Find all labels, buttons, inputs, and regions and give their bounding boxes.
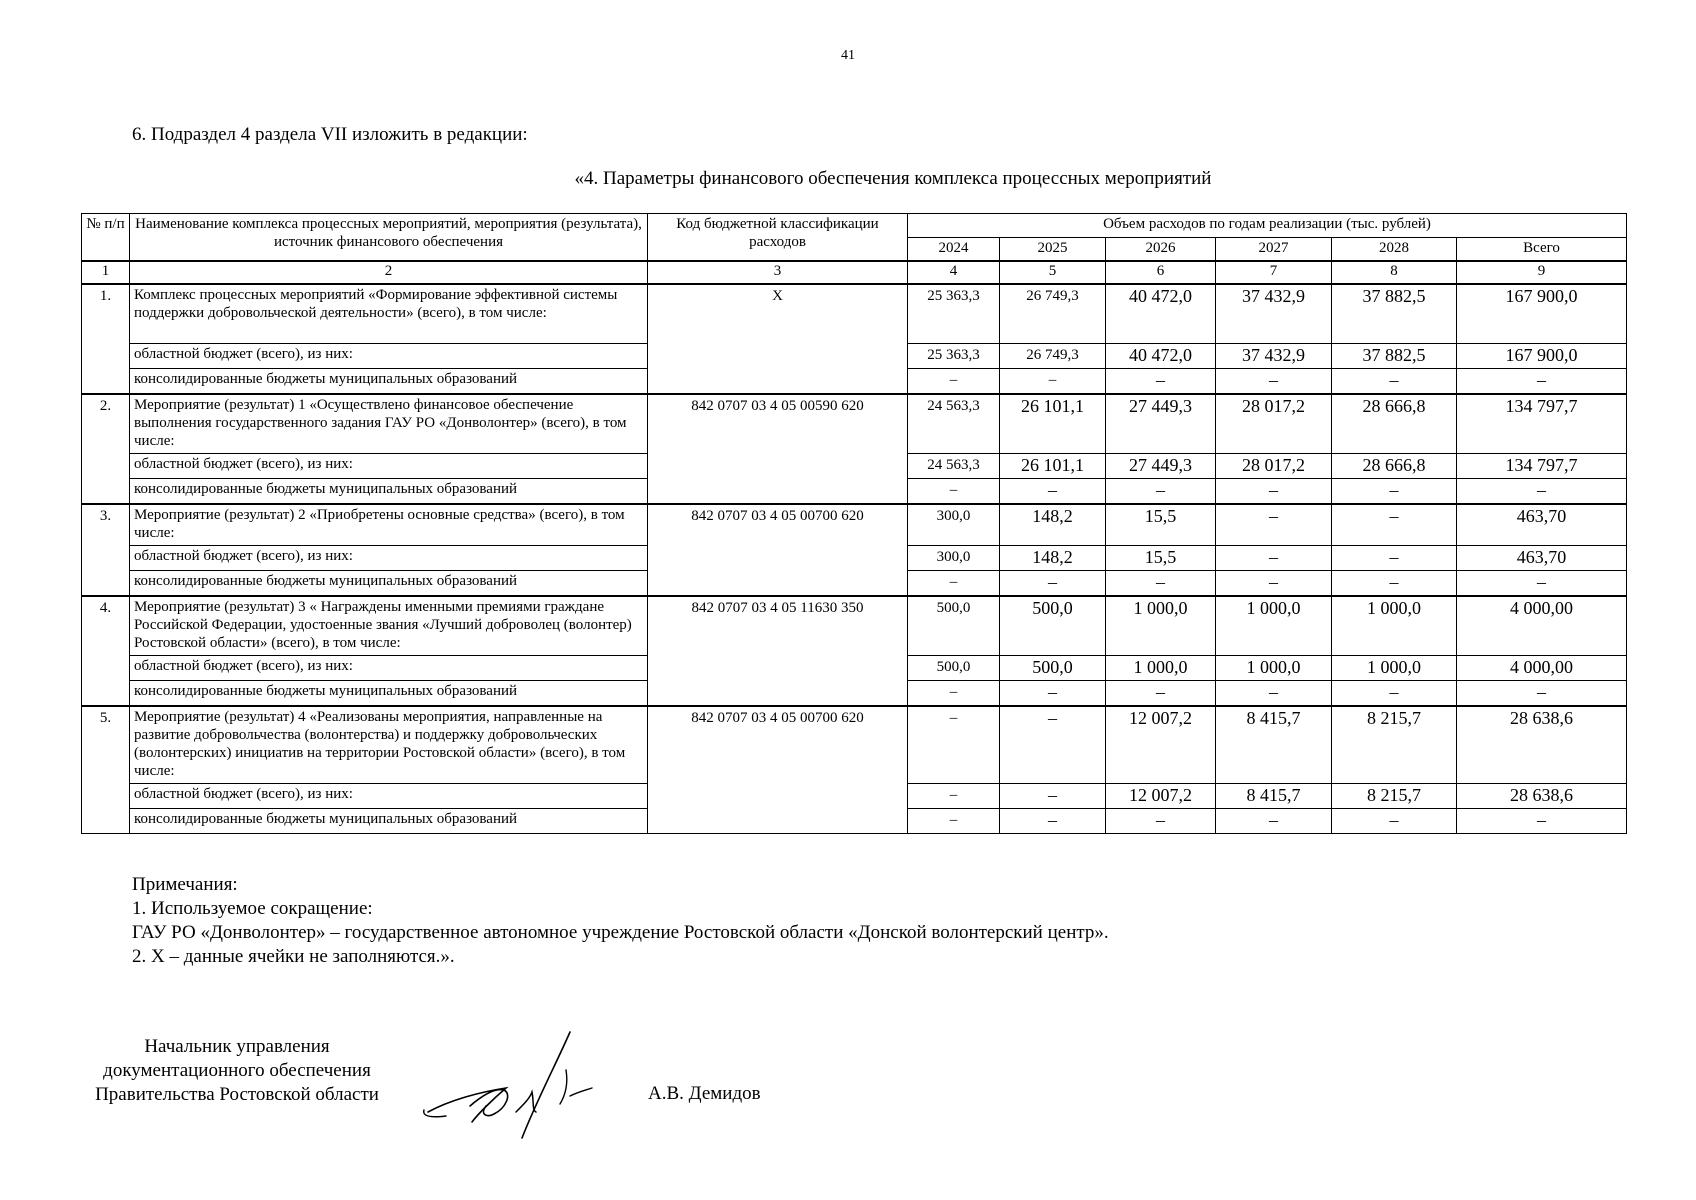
value-cell: – <box>908 571 1000 597</box>
value-cell: 37 432,9 <box>1216 344 1332 369</box>
column-number: 2 <box>130 261 648 284</box>
table-row <box>82 504 1627 546</box>
value-cell: – <box>1216 681 1332 707</box>
value-cell: – <box>1000 706 1106 784</box>
row-name: консолидированные бюджеты муниципальных образований <box>130 809 648 834</box>
page-number: 41 <box>841 48 855 63</box>
value-cell: 463,70 <box>1457 546 1627 571</box>
value-cell: 26 101,1 <box>1000 394 1106 454</box>
value-cell: 148,2 <box>1000 546 1106 571</box>
signatory-title-line: Правительства Ростовской области <box>95 1084 379 1105</box>
signatory-title <box>82 1035 392 1107</box>
value-cell: – <box>1000 479 1106 505</box>
value-cell: 28 666,8 <box>1332 454 1457 479</box>
value-cell: – <box>908 784 1000 809</box>
value-cell: 8 215,7 <box>1332 706 1457 784</box>
value-cell: 148,2 <box>1000 504 1106 546</box>
header-code: Код бюджетной классификации расходов <box>648 214 908 262</box>
budget-code: Х <box>648 284 908 394</box>
value-cell: – <box>1216 809 1332 834</box>
value-cell: – <box>1457 369 1627 395</box>
value-cell: – <box>908 681 1000 707</box>
value-cell: 167 900,0 <box>1457 284 1627 344</box>
value-cell: – <box>1332 504 1457 546</box>
financing-table <box>81 213 1627 834</box>
value-cell: 500,0 <box>1000 656 1106 681</box>
budget-code: 842 0707 03 4 05 00700 620 <box>648 504 908 596</box>
value-cell: – <box>1216 504 1332 546</box>
budget-code: 842 0707 03 4 05 11630 350 <box>648 596 908 706</box>
value-cell: 24 563,3 <box>908 454 1000 479</box>
value-cell: – <box>908 369 1000 395</box>
row-name: областной бюджет (всего), из них: <box>130 344 648 369</box>
value-cell: 37 882,5 <box>1332 344 1457 369</box>
value-cell: 167 900,0 <box>1457 344 1627 369</box>
value-cell: 4 000,00 <box>1457 596 1627 656</box>
header-total: Всего <box>1457 238 1627 262</box>
value-cell: – <box>1000 784 1106 809</box>
table-row <box>82 284 1627 344</box>
header-year: 2025 <box>1000 238 1106 262</box>
value-cell: – <box>1106 479 1216 505</box>
value-cell: 24 563,3 <box>908 394 1000 454</box>
column-number: 9 <box>1457 261 1627 284</box>
row-name: областной бюджет (всего), из них: <box>130 546 648 571</box>
row-number: 4. <box>82 596 130 706</box>
row-name: Мероприятие (результат) 4 «Реализованы мероприятия, направленные на развитие добровольчества (волонтерства) и поддержку добровольческих (волонтерских) инициатив на территории Ростовской области» (всего), в том числе: <box>130 706 648 784</box>
row-number: 1. <box>82 284 130 394</box>
value-cell: – <box>908 479 1000 505</box>
value-cell: 1 000,0 <box>1106 596 1216 656</box>
row-name: Мероприятие (результат) 1 «Осуществлено финансовое обеспечение выполнения государственного задания ГАУ РО «Донволонтер» (всего), в том числе: <box>130 394 648 454</box>
value-cell: 27 449,3 <box>1106 394 1216 454</box>
budget-code: 842 0707 03 4 05 00700 620 <box>648 706 908 834</box>
value-cell: – <box>1216 571 1332 597</box>
note-line: ГАУ РО «Донволонтер» – государственное автономное учреждение Ростовской области «Донской волонтерский центр». <box>132 922 1109 943</box>
table-row <box>82 706 1627 784</box>
budget-code: 842 0707 03 4 05 00590 620 <box>648 394 908 504</box>
header-volume: Объем расходов по годам реализации (тыс. рублей) <box>908 214 1627 238</box>
value-cell: – <box>1106 571 1216 597</box>
value-cell: – <box>1332 681 1457 707</box>
column-number: 8 <box>1332 261 1457 284</box>
value-cell: – <box>1106 681 1216 707</box>
value-cell: 28 638,6 <box>1457 706 1627 784</box>
row-name: консолидированные бюджеты муниципальных образований <box>130 479 648 505</box>
value-cell: 1 000,0 <box>1332 596 1457 656</box>
value-cell: 134 797,7 <box>1457 454 1627 479</box>
value-cell: 12 007,2 <box>1106 784 1216 809</box>
value-cell: 28 017,2 <box>1216 394 1332 454</box>
notes <box>132 873 1109 969</box>
value-cell: 134 797,7 <box>1457 394 1627 454</box>
header-year: 2026 <box>1106 238 1216 262</box>
header-row <box>82 214 1627 238</box>
row-number: 5. <box>82 706 130 834</box>
value-cell: 1 000,0 <box>1216 656 1332 681</box>
value-cell: – <box>1457 809 1627 834</box>
value-cell: – <box>1332 809 1457 834</box>
value-cell: – <box>1106 369 1216 395</box>
value-cell: – <box>1000 571 1106 597</box>
value-cell: – <box>1106 809 1216 834</box>
value-cell: 28 666,8 <box>1332 394 1457 454</box>
note-line: 1. Используемое сокращение: <box>132 898 373 919</box>
value-cell: 300,0 <box>908 546 1000 571</box>
notes-heading: Примечания: <box>132 874 238 895</box>
row-name: консолидированные бюджеты муниципальных образований <box>130 571 648 597</box>
value-cell: 12 007,2 <box>1106 706 1216 784</box>
value-cell: – <box>1457 681 1627 707</box>
signatory-title-line: Начальник управления <box>144 1036 330 1057</box>
signatory-title-line: документационного обеспечения <box>103 1060 371 1081</box>
value-cell: 500,0 <box>908 596 1000 656</box>
column-number: 1 <box>82 261 130 284</box>
column-number: 3 <box>648 261 908 284</box>
value-cell: – <box>1216 369 1332 395</box>
value-cell: 15,5 <box>1106 504 1216 546</box>
value-cell: 1 000,0 <box>1216 596 1332 656</box>
value-cell: – <box>1332 571 1457 597</box>
column-number: 7 <box>1216 261 1332 284</box>
value-cell: 8 415,7 <box>1216 706 1332 784</box>
column-number: 5 <box>1000 261 1106 284</box>
value-cell: – <box>1457 479 1627 505</box>
header-year: 2024 <box>908 238 1000 262</box>
note-line: 2. Х – данные ячейки не заполняются.». <box>132 946 455 967</box>
value-cell: – <box>908 809 1000 834</box>
value-cell: – <box>1332 546 1457 571</box>
intro-text: 6. Подраздел 4 раздела VII изложить в редакции: <box>132 124 528 145</box>
column-number: 4 <box>908 261 1000 284</box>
row-number: 3. <box>82 504 130 596</box>
row-name: областной бюджет (всего), из них: <box>130 656 648 681</box>
row-name: Мероприятие (результат) 2 «Приобретены основные средства» (всего), в том числе: <box>130 504 648 546</box>
header-year: 2027 <box>1216 238 1332 262</box>
header-year: 2028 <box>1332 238 1457 262</box>
value-cell: 37 882,5 <box>1332 284 1457 344</box>
value-cell: 8 415,7 <box>1216 784 1332 809</box>
value-cell: – <box>1332 369 1457 395</box>
signatory-name: А.В. Демидов <box>648 1083 761 1104</box>
value-cell: 40 472,0 <box>1106 344 1216 369</box>
handwritten-signature <box>420 1030 610 1140</box>
value-cell: 500,0 <box>908 656 1000 681</box>
value-cell: 26 749,3 <box>1000 284 1106 344</box>
value-cell: 28 638,6 <box>1457 784 1627 809</box>
row-name: Мероприятие (результат) 3 « Награждены именными премиями граждане Российской Федерации, удостоенные звания «Лучший доброволец (волонтер) Ростовской области» (всего), в том числе: <box>130 596 648 656</box>
value-cell: – <box>1000 369 1106 395</box>
header-no: № п/п <box>82 214 130 262</box>
column-number: 6 <box>1106 261 1216 284</box>
value-cell: 8 215,7 <box>1332 784 1457 809</box>
value-cell: 463,70 <box>1457 504 1627 546</box>
value-cell: – <box>1216 546 1332 571</box>
value-cell: 1 000,0 <box>1332 656 1457 681</box>
value-cell: 15,5 <box>1106 546 1216 571</box>
value-cell: 1 000,0 <box>1106 656 1216 681</box>
row-name: областной бюджет (всего), из них: <box>130 784 648 809</box>
row-number: 2. <box>82 394 130 504</box>
table-row <box>82 596 1627 656</box>
value-cell: – <box>1000 681 1106 707</box>
row-name: областной бюджет (всего), из них: <box>130 454 648 479</box>
row-name: Комплекс процессных мероприятий «Формирование эффективной системы поддержки добровольческой деятельности» (всего), в том числе: <box>130 284 648 344</box>
value-cell: 25 363,3 <box>908 284 1000 344</box>
value-cell: – <box>1332 479 1457 505</box>
value-cell: 4 000,00 <box>1457 656 1627 681</box>
value-cell: – <box>1216 479 1332 505</box>
column-numbers-row <box>82 261 1627 284</box>
value-cell: – <box>1457 571 1627 597</box>
value-cell: 26 101,1 <box>1000 454 1106 479</box>
value-cell: 27 449,3 <box>1106 454 1216 479</box>
table-row <box>82 394 1627 454</box>
value-cell: 26 749,3 <box>1000 344 1106 369</box>
value-cell: 300,0 <box>908 504 1000 546</box>
row-name: консолидированные бюджеты муниципальных образований <box>130 369 648 395</box>
value-cell: 500,0 <box>1000 596 1106 656</box>
table-title: «4. Параметры финансового обеспечения комплекса процессных мероприятий <box>574 168 1212 189</box>
value-cell: – <box>908 706 1000 784</box>
value-cell: 28 017,2 <box>1216 454 1332 479</box>
value-cell: 40 472,0 <box>1106 284 1216 344</box>
row-name: консолидированные бюджеты муниципальных образований <box>130 681 648 707</box>
value-cell: – <box>1000 809 1106 834</box>
value-cell: 25 363,3 <box>908 344 1000 369</box>
header-name: Наименование комплекса процессных мероприятий, мероприятия (результата), источник финансового обеспечения <box>130 214 648 262</box>
value-cell: 37 432,9 <box>1216 284 1332 344</box>
